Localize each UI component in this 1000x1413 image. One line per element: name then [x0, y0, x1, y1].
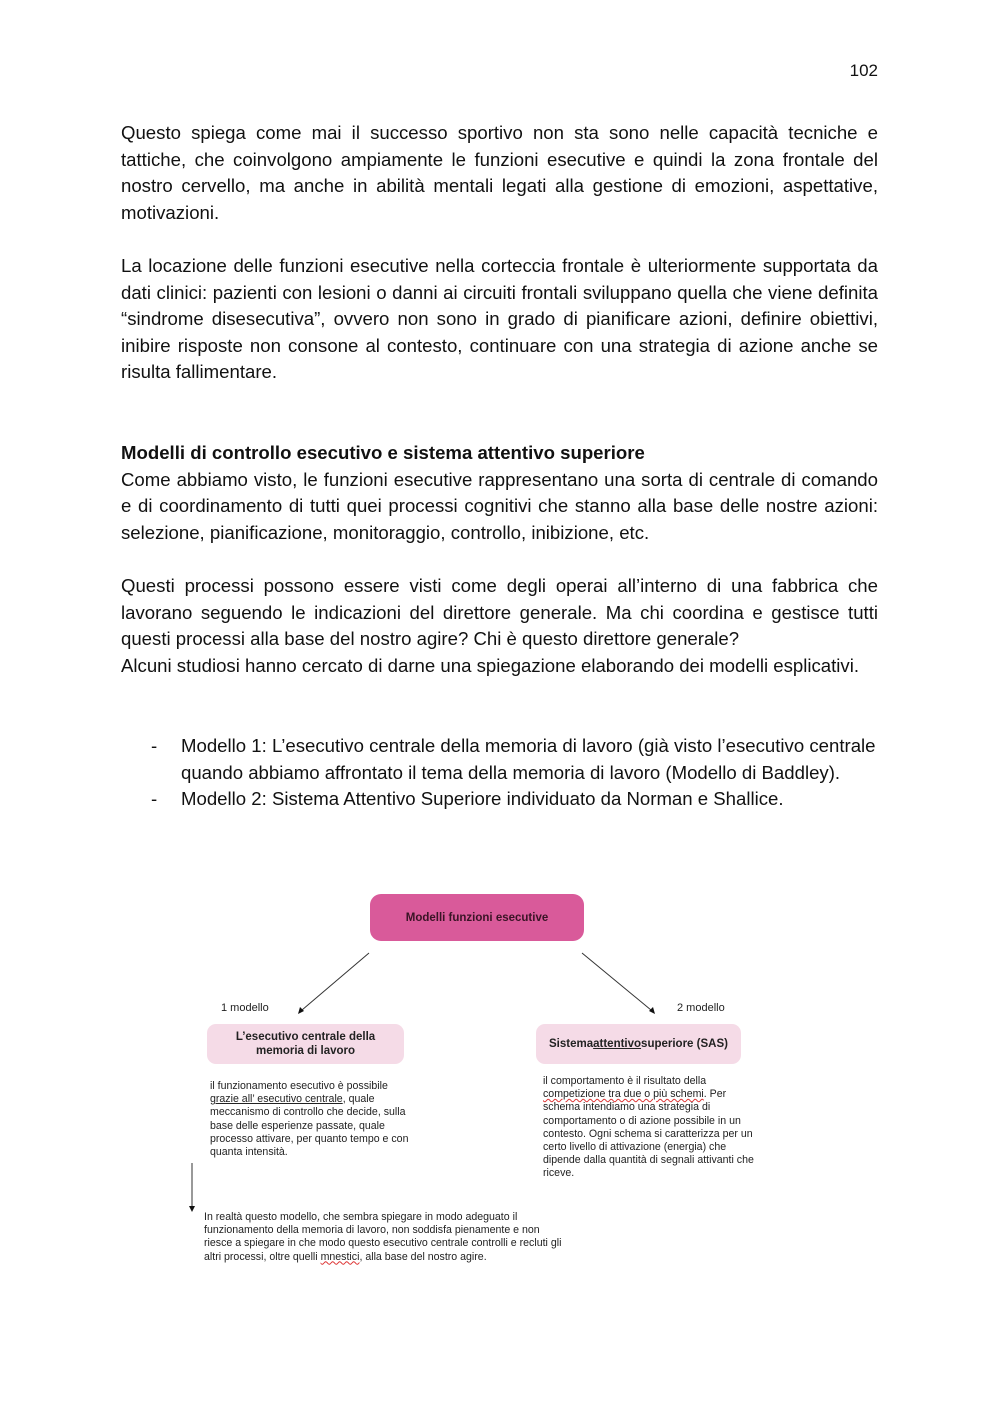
desc-bottom-post: , alla base del nostro agire.: [359, 1250, 487, 1263]
arrow-right-head: [649, 1007, 655, 1014]
desc-left-post: , quale meccanismo di controllo che decide, sulla base delle esperienze passate, quale processo attivare, per quanto tempo e con quanta intensità.: [210, 1093, 409, 1159]
desc-left-pre: il funzionamento esecutivo è possibile: [210, 1080, 388, 1092]
desc-bottom-pre: In realtà questo modello, che sembra spiegare in modo adeguato il funzionamento della memoria di lavoro, non soddisfa pienamente e non riesce a spiegare in che modo questo esecutivo centrale controlli e recluti gli altri processi, oltre quelli: [204, 1211, 562, 1263]
list-item: [121, 786, 878, 813]
desc-left-underlined: grazie all’ esecutivo centrale: [210, 1093, 343, 1106]
list-item-text: Modello 2: Sistema Attentivo Superiore individuato da Norman e Shallice.: [181, 788, 784, 810]
arrow-left-line: [302, 953, 369, 1010]
desc-right-pre: il comportamento è il risultato della: [543, 1075, 707, 1087]
desc-sas: [543, 1075, 755, 1181]
body-text-section: [121, 440, 878, 679]
list-dash: -: [151, 735, 158, 756]
desc-central-executive: [210, 1080, 410, 1159]
desc-right-post: . Per schema intendiamo una strategia di comportamento o di azione possibile in un contesto. Ogni schema si caratterizza per un certo livello di attivazione (energia) che dipende dalla quantità di segnali attivanti che riceve.: [543, 1088, 754, 1180]
desc-right-underlined: competizione tra due o più schemi: [543, 1088, 704, 1101]
box-central-executive: L’esecutivo centrale della memoria di lavoro: [207, 1024, 404, 1064]
section-heading: Modelli di controllo esecutivo e sistema attentivo superiore: [121, 442, 645, 463]
page-number: 102: [849, 61, 878, 80]
list-dash: -: [151, 788, 158, 810]
label-model-1: 1 modello: [221, 1002, 269, 1014]
box-executive-models: Modelli funzioni esecutive: [370, 894, 584, 941]
sas-text-post: superiore (SAS): [641, 1038, 728, 1050]
label-model-2: 2 modello: [677, 1002, 725, 1014]
box-sas: [536, 1024, 741, 1064]
list-item-text: Modello 1: L’esecutivo centrale della memoria di lavoro (già visto l’esecutivo centrale quando abbiamo affrontato il tema della memoria di lavoro (Modello di Baddley).: [181, 735, 876, 783]
paragraph-clinical-data: La locazione delle funzioni esecutive nella corteccia frontale è ulteriormente supportata da dati clinici: pazienti con lesioni o danni ai circuiti frontali sviluppano quella che viene definita “sindrome disesecutiva”, ovvero non sono in grado di pianificare azioni, definire obiettivi, inibire risposte non consone al contesto, continuare con una strategia di azione anche se risulta fallimentare.: [121, 254, 878, 383]
paragraph-sport-success: Questo spiega come mai il successo sportivo non sta sono nelle capacità tecniche e tattiche, che coinvolgono ampiamente le funzioni esecutive e quindi la zona frontale del nostro cervello, ma anche in abilità mentali legati alla gestione di emozioni, aspettative, motivazioni.: [121, 122, 878, 223]
sas-text-pre: Sistema: [549, 1038, 594, 1050]
list-item: [121, 733, 878, 786]
body-text-top: [121, 120, 878, 386]
arrow-right-line: [582, 953, 651, 1010]
paragraph-factory-analogy: Questi processi possono essere visti come degli operai all’interno di una fabbrica che lavorano seguendo le indicazioni del direttore generale. Ma chi coordina e gestisce tutti questi processi alla base del nostro agire? Chi è questo direttore generale?: [121, 574, 878, 650]
arrow-left-head: [298, 1007, 304, 1014]
desc-model-limitation: [204, 1211, 569, 1264]
arrow-down-head: [189, 1206, 195, 1212]
paragraph-central-command: Come abbiamo visto, le funzioni esecutive rappresentano una sorta di centrale di comando e di coordinamento di tutti quei processi cognitivi che stanno alla base delle nostre azioni: selezione, pianificazione, monitoraggio, controllo, inibizione, etc.: [121, 468, 878, 543]
sas-text-underlined: attentivo: [593, 1038, 642, 1050]
models-list: [121, 733, 878, 813]
desc-bottom-underlined: mnestici: [320, 1250, 360, 1263]
paragraph-models-intro: Alcuni studiosi hanno cercato di darne una spiegazione elaborando dei modelli esplicativi.: [121, 654, 860, 676]
